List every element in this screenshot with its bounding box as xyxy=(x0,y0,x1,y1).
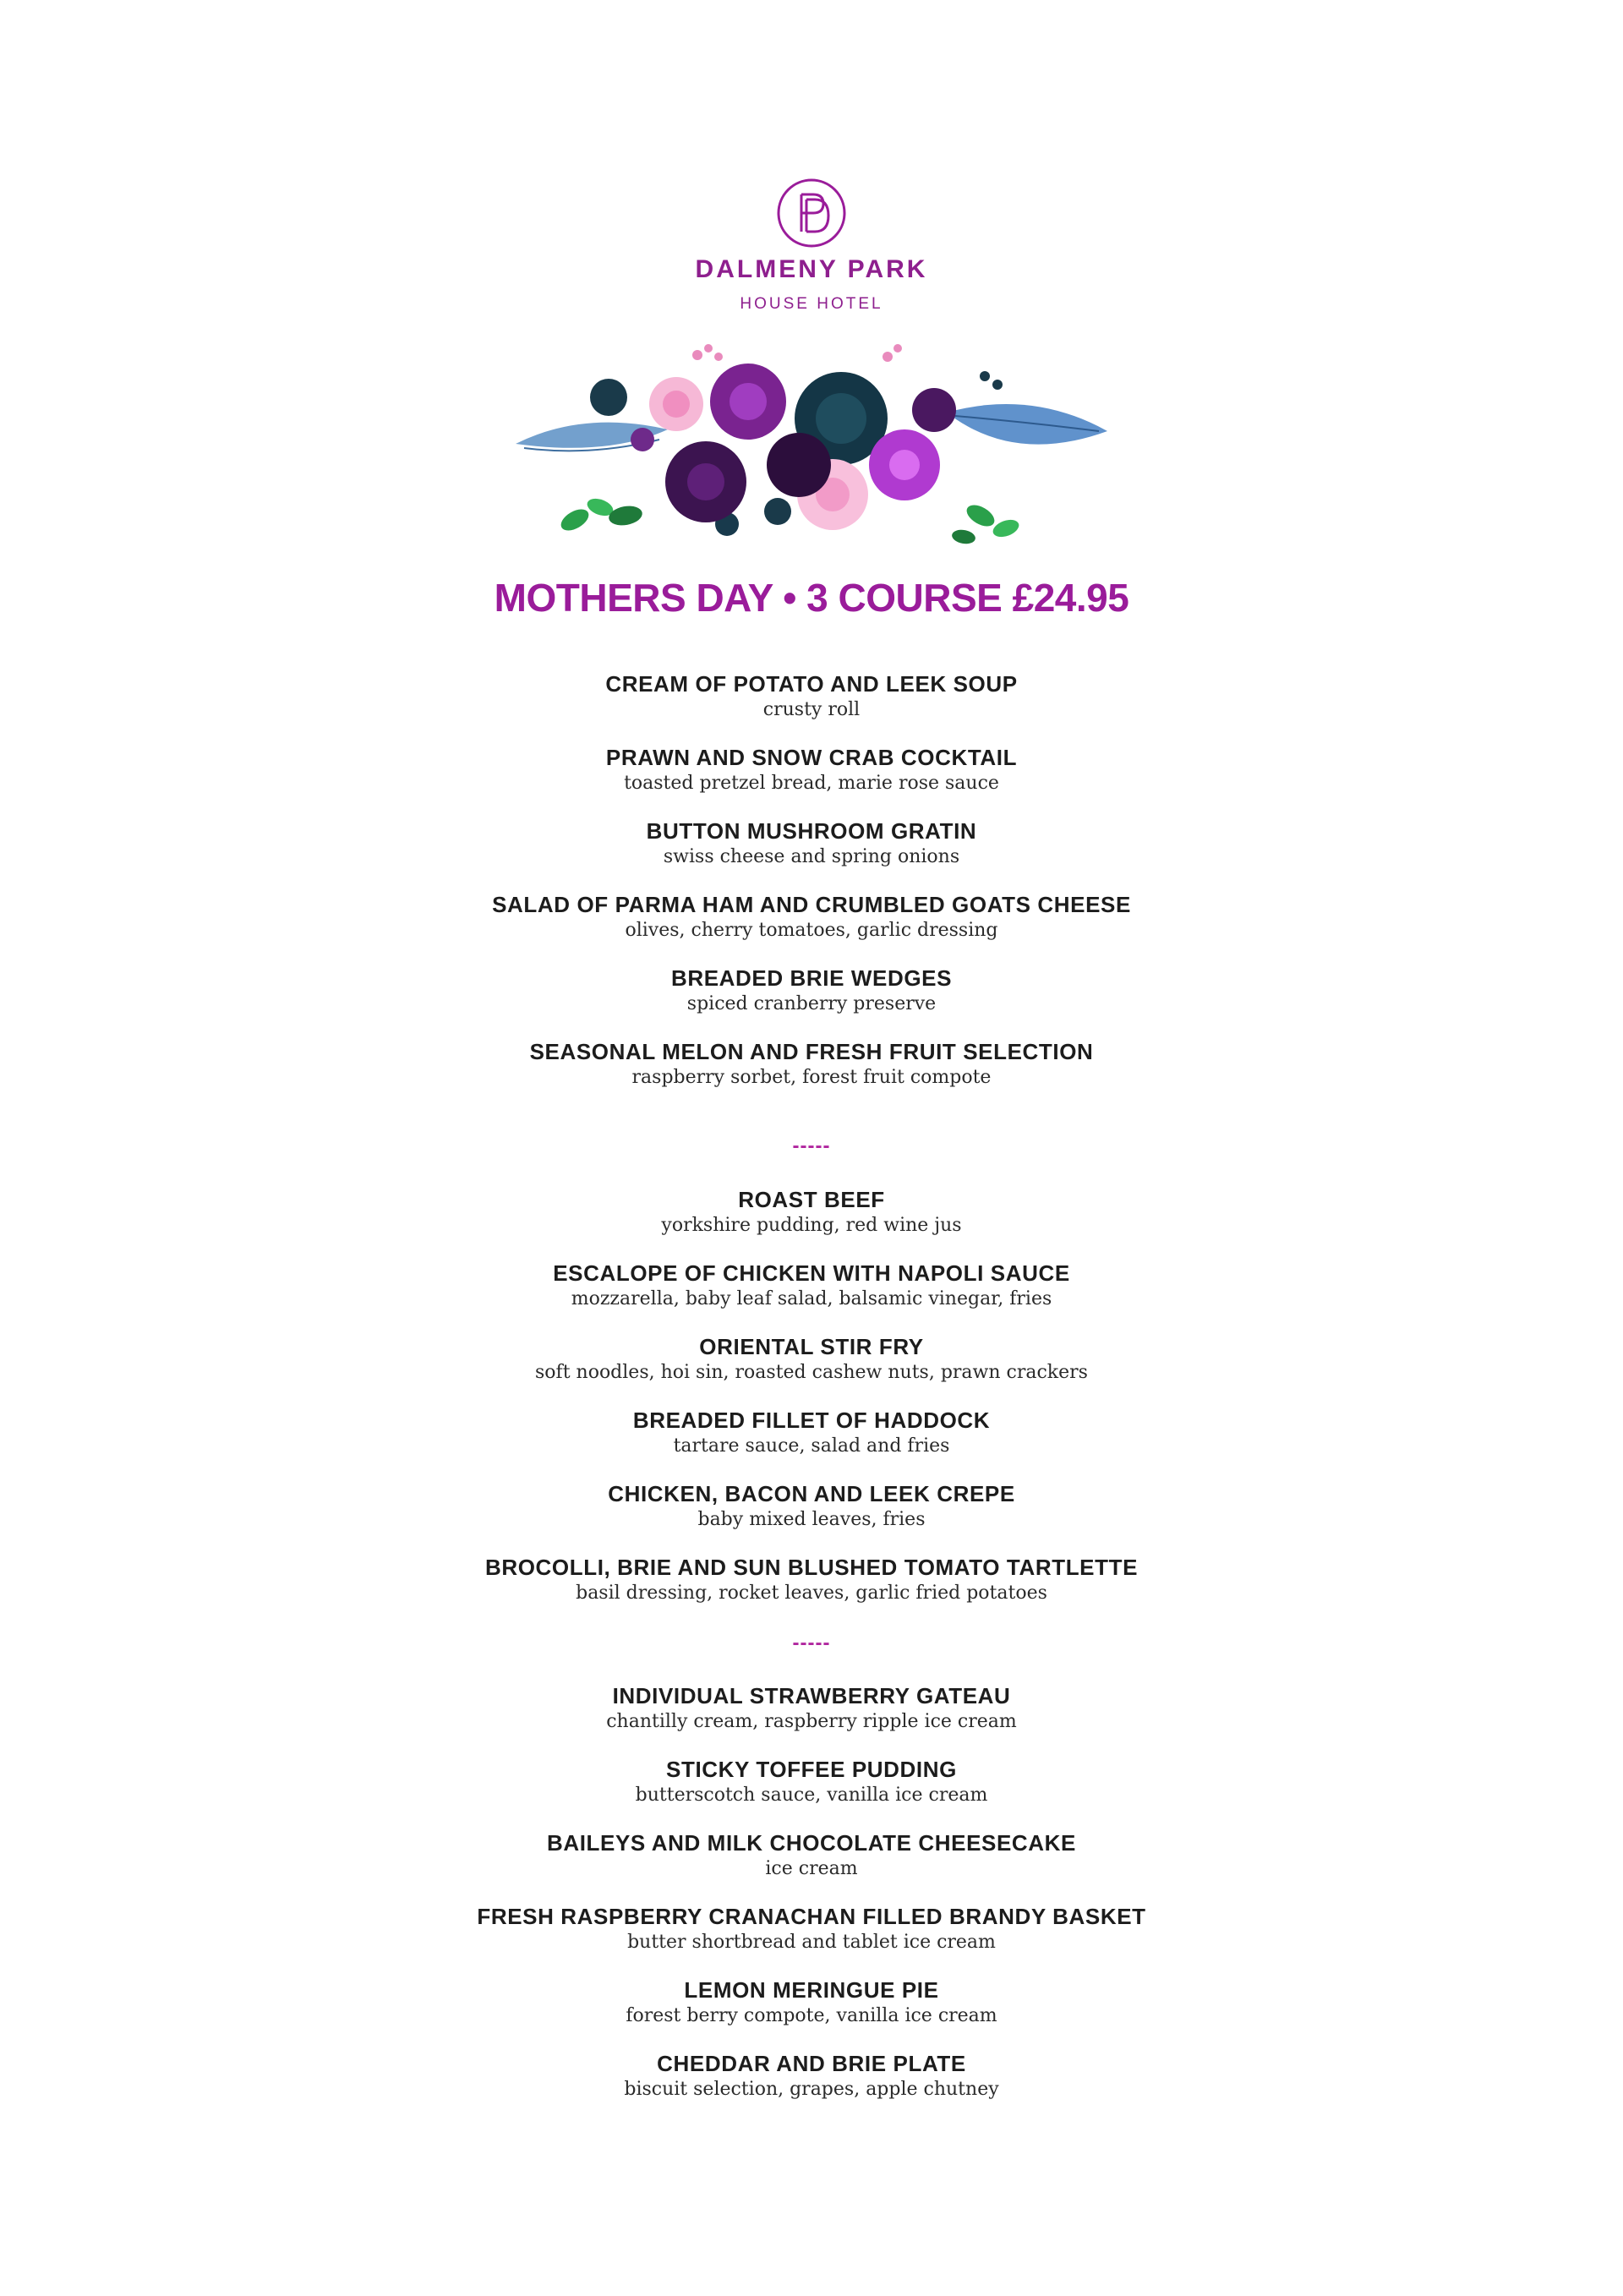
course-divider: ----- xyxy=(792,1632,831,1654)
item-name: BAILEYS AND MILK CHOCOLATE CHEESECAKE xyxy=(546,1830,1076,1856)
desserts-section xyxy=(0,1682,1623,2124)
item-description: chantilly cream, raspberry ripple ice cream xyxy=(606,1711,1017,1732)
item-description: forest berry compote, vanilla ice cream xyxy=(626,2005,997,2026)
menu-item xyxy=(0,1682,1623,1756)
starters-section xyxy=(0,670,1623,1112)
menu-item xyxy=(0,1333,1623,1407)
item-name: LEMON MERINGUE PIE xyxy=(684,1977,939,2003)
item-name: CHEDDAR AND BRIE PLATE xyxy=(657,2051,966,2076)
menu-item xyxy=(0,1407,1623,1480)
item-description: butterscotch sauce, vanilla ice cream xyxy=(635,1785,988,1806)
item-description: swiss cheese and spring onions xyxy=(663,846,960,867)
menu-item xyxy=(0,965,1623,1038)
menu-item xyxy=(0,1480,1623,1554)
item-name: BUTTON MUSHROOM GRATIN xyxy=(646,818,977,844)
item-description: basil dressing, rocket leaves, garlic fried potatoes xyxy=(576,1583,1047,1604)
menu-item xyxy=(0,817,1623,891)
item-name: BROCOLLI, BRIE AND SUN BLUSHED TOMATO TARTLETTE xyxy=(484,1555,1139,1580)
item-name: PRAWN AND SNOW CRAB COCKTAIL xyxy=(605,745,1018,770)
item-name: CHICKEN, BACON AND LEEK CREPE xyxy=(608,1481,1015,1506)
menu-item xyxy=(0,1038,1623,1112)
item-description: olives, cherry tomatoes, garlic dressing xyxy=(625,920,998,941)
item-name: ESCALOPE OF CHICKEN WITH NAPOLI SAUCE xyxy=(553,1260,1070,1286)
floral-decoration-icon xyxy=(507,338,1116,558)
item-description: tartare sauce, salad and fries xyxy=(673,1435,950,1457)
item-name: ROAST BEEF xyxy=(738,1187,885,1212)
item-description: biscuit selection, grapes, apple chutney xyxy=(624,2079,999,2100)
menu-heading: MOTHERS DAY • 3 COURSE £24.95 xyxy=(494,576,1129,620)
item-description: ice cream xyxy=(765,1858,858,1879)
menu-item xyxy=(0,1260,1623,1333)
menu-item xyxy=(0,1554,1623,1627)
item-description: soft noodles, hoi sin, roasted cashew nuts, prawn crackers xyxy=(535,1362,1088,1383)
item-description: toasted pretzel bread, marie rose sauce xyxy=(624,773,999,794)
item-name: INDIVIDUAL STRAWBERRY GATEAU xyxy=(612,1683,1011,1708)
course-divider: ----- xyxy=(792,1134,831,1157)
item-description: butter shortbread and tablet ice cream xyxy=(627,1932,996,1953)
brand-name: DALMENY PARK xyxy=(695,255,928,283)
menu-item xyxy=(0,1903,1623,1976)
item-name: CREAM OF POTATO AND LEEK SOUP xyxy=(605,671,1018,697)
item-name: STICKY TOFFEE PUDDING xyxy=(666,1757,957,1782)
logo-monogram-icon xyxy=(776,178,847,249)
menu-item xyxy=(0,1976,1623,2050)
item-description: yorkshire pudding, red wine jus xyxy=(661,1215,962,1236)
item-name: FRESH RASPBERRY CRANACHAN FILLED BRANDY BASKET xyxy=(477,1904,1146,1929)
item-description: raspberry sorbet, forest fruit compote xyxy=(631,1067,992,1088)
item-description: baby mixed leaves, fries xyxy=(697,1509,926,1530)
menu-item xyxy=(0,891,1623,965)
menu-item xyxy=(0,1756,1623,1829)
item-name: SALAD OF PARMA HAM AND CRUMBLED GOATS CHEESE xyxy=(492,892,1131,917)
item-name: SEASONAL MELON AND FRESH FRUIT SELECTION xyxy=(529,1039,1094,1064)
item-description: crusty roll xyxy=(762,699,861,720)
item-description: spiced cranberry preserve xyxy=(686,993,937,1014)
item-description: mozzarella, baby leaf salad, balsamic vinegar, fries xyxy=(571,1288,1052,1309)
menu-item xyxy=(0,1829,1623,1903)
menu-item xyxy=(0,2050,1623,2124)
menu-item xyxy=(0,670,1623,744)
item-name: ORIENTAL STIR FRY xyxy=(699,1334,924,1359)
item-name: BREADED BRIE WEDGES xyxy=(670,965,953,991)
menu-item xyxy=(0,1186,1623,1260)
menu-item xyxy=(0,744,1623,817)
mains-section xyxy=(0,1186,1623,1627)
brand-subtitle: HOUSE HOTEL xyxy=(740,295,883,313)
item-name: BREADED FILLET OF HADDOCK xyxy=(632,1408,991,1433)
